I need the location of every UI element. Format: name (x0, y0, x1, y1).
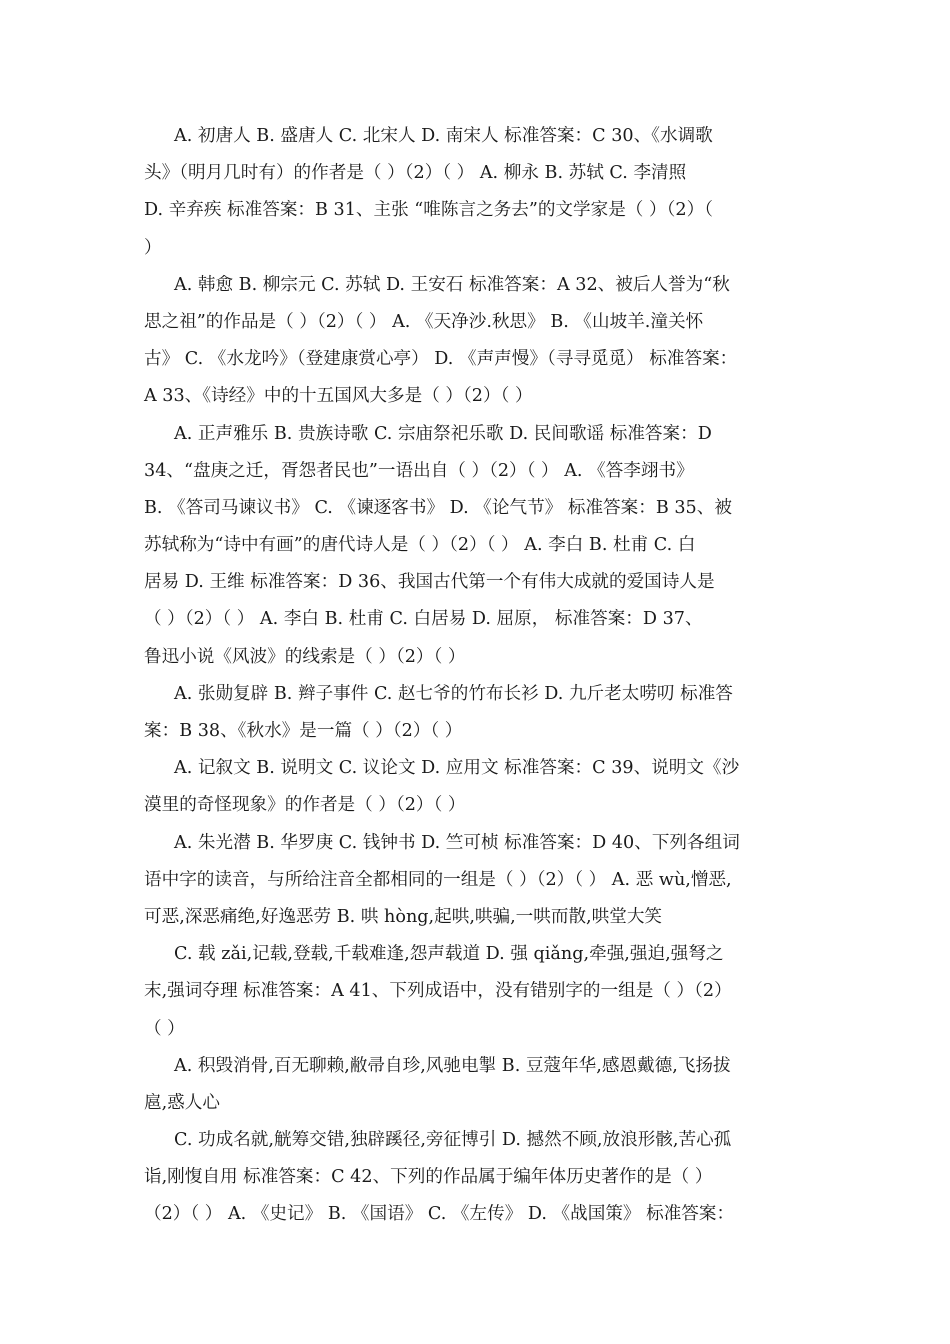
text-line: 34、“盘庚之迁，胥怨者民也”一语出自（ ）（2）（ ） A. 《答李翊书》 (144, 460, 694, 481)
text-line: A. 记叙文 B. 说明文 C. 议论文 D. 应用文 标准答案：C 39、说明文《沙 (174, 758, 740, 779)
text-line: A. 韩愈 B. 柳宗元 C. 苏轼 D. 王安石 标准答案：A 32、被后人誉为“秋 (174, 274, 730, 295)
text-line: 居易 D. 王维 标准答案：D 36、我国古代第一个有伟大成就的爱国诗人是 (144, 572, 715, 593)
text-line: A. 初唐人 B. 盛唐人 C. 北宋人 D. 南宋人 标准答案：C 30、《水调歌 (174, 126, 713, 146)
text-line: 苏轼称为“诗中有画”的唐代诗人是（ ）（2）（ ） A. 李白 B. 杜甫 C. 白 (144, 535, 696, 556)
text-line: 案：B 38、《秋水》是一篇（ ）（2）（ ） (144, 721, 463, 741)
text-line: C. 功成名就,觥筹交错,独辟蹊径,旁征博引 D. 撼然不顾,放浪形骸,苦心孤 (174, 1130, 732, 1151)
text-line: D. 辛弃疾 标准答案：B 31、主张 “唯陈言之务去”的文学家是（ ）（2）（ (144, 200, 713, 221)
text-line: A. 积毁消骨,百无聊赖,敝帚自珍,风驰电掣 B. 豆蔻年华,感恩戴德,飞扬拔 (174, 1055, 731, 1076)
text-line: A 33、《诗经》中的十五国风大多是（ ）（2）（ ） (144, 386, 533, 407)
text-line: 古》 C. 《水龙吟》（登建康赏心亭） D. 《声声慢》（寻寻觅觅） 标准答案： (144, 349, 738, 370)
text-line: （2）（ ） A. 《史记》 B. 《国语》 C. 《左传》 D. 《战国策》 标准答案： (144, 1204, 735, 1225)
text-line: （ ）（2）（ ） A. 李白 B. 杜甫 C. 白居易 D. 屈原， 标准答案：D 37、 (144, 609, 703, 630)
text-line: C. 载 zǎi,记载,登载,千载难逢,怨声载道 D. 强 qiǎng,牵强,强迫,强弩之 (174, 944, 724, 965)
text-line: 鲁迅小说《风波》的线索是（ ）（2）（ ） (144, 646, 466, 667)
text-line: 诣,刚愎自用 标准答案：C 42、下列的作品属于编年体历史著作的是（ ） (144, 1167, 713, 1188)
text-line: 头》（明月几时有）的作者是（ ）（2）（ ） A. 柳永 B. 苏轼 C. 李清照 (144, 163, 687, 184)
text-line: A. 张勋复辟 B. 辫子事件 C. 赵七爷的竹布长衫 D. 九斤老太唠叨 标准答 (174, 683, 733, 704)
text-line: B. 《答司马谏议书》 C. 《谏逐客书》 D. 《论气节》 标准答案：B 35、被 (144, 497, 732, 518)
text-line: 可恶,深恶痛绝,好逸恶劳 B. 哄 hòng,起哄,哄骗,一哄而散,哄堂大笑 (144, 906, 663, 927)
document-page (144, 118, 816, 1234)
text-line: 末,强词夺理 标准答案：A 41、下列成语中，没有错别字的一组是（ ）（2） (144, 981, 732, 1002)
text-line: 思之祖”的作品是（ ）（2）（ ） A. 《天净沙.秋思》 B. 《山坡羊.潼关怀 (144, 311, 704, 332)
text-line: A. 朱光潜 B. 华罗庚 C. 钱钟书 D. 竺可桢 标准答案：D 40、下列各组词 (174, 832, 740, 853)
text-line: A. 正声雅乐 B. 贵族诗歌 C. 宗庙祭祀乐歌 D. 民间歌谣 标准答案：D (174, 423, 712, 444)
text-line: 漠里的奇怪现象》的作者是（ ）（2）（ ） (144, 795, 466, 816)
text-line: ） (144, 237, 162, 258)
text-line: （ ） (144, 1018, 185, 1039)
text-line: 扈,惑人心 (144, 1092, 220, 1113)
text-line: 语中字的读音，与所给注音全都相同的一组是（ ）（2）（ ） A. 恶 wù,憎恶, (144, 869, 732, 890)
